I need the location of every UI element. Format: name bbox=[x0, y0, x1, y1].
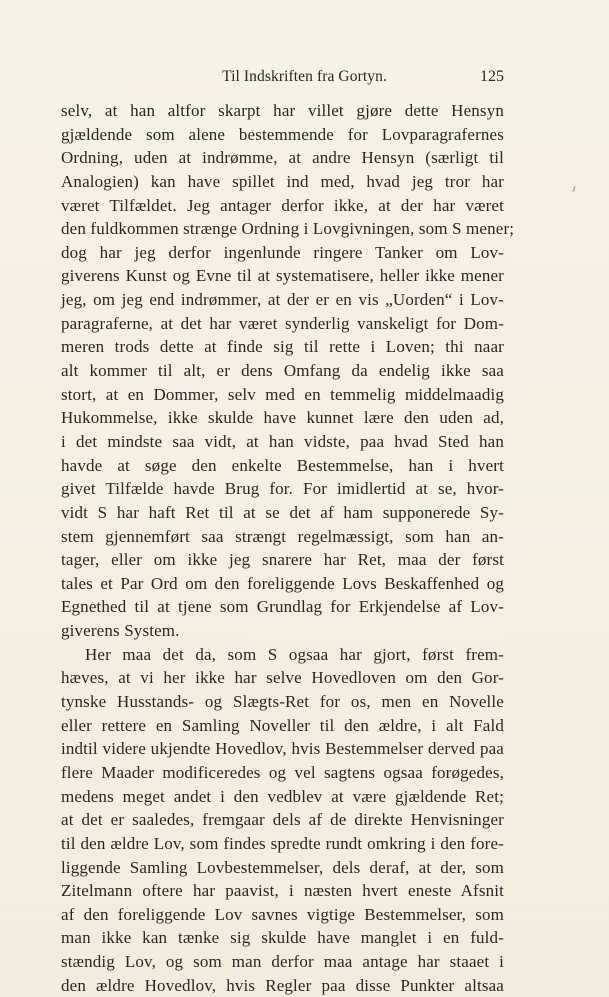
text-line: liggende Samling Lovbestemmelser, dels deraf, at der, som bbox=[61, 857, 504, 877]
paragraph-start-line: Her maa det da, som S ogsaa har gjort, først frem- bbox=[85, 644, 504, 664]
text-line: Zitelmann oftere har paavist, i næsten hvert eneste Afsnit bbox=[61, 881, 504, 901]
text-line: havde at søge den enkelte Bestemmelse, han i hvert bbox=[61, 455, 504, 475]
text-line: meren trods dette at finde sig til rette i Loven; thi naar bbox=[61, 337, 504, 357]
text-line: til den ældre Lov, som findes spredte rundt omkring i den fore- bbox=[61, 833, 504, 853]
running-header bbox=[0, 66, 609, 90]
text-line: Analogien) kan have spillet ind med, hvad jeg tror har bbox=[61, 171, 504, 191]
running-title: Til Indskriften fra Gortyn. bbox=[222, 68, 387, 85]
text-line: medens meget andet i den vedblev at være gjældende Ret; bbox=[61, 786, 504, 806]
text-line: man ikke kan tænke sig skulde have manglet i en fuld- bbox=[61, 928, 504, 948]
text-line: at det er saaledes, fremgaar dels af de direkte Henvisninger bbox=[61, 810, 504, 830]
text-line: stem gjennemført saa strængt regelmæssigt, som han an- bbox=[61, 526, 504, 546]
text-line: selv, at han altfor skarpt har villet gjøre dette Hensyn bbox=[61, 101, 504, 120]
body-text bbox=[61, 99, 515, 997]
text-line: tager, eller om ikke jeg snarere har Ret, maa der først bbox=[61, 550, 504, 570]
text-line: vidt S har haft Ret til at se det af ham supponerede Sy- bbox=[61, 502, 504, 522]
text-line: den fuldkommen strænge Ordning i Lovgivningen, som S mener; bbox=[61, 219, 515, 239]
text-line: indtil videre ukjendte Hovedlov, hvis Bestemmelser derved paa bbox=[61, 739, 504, 759]
text-line: stændig Lov, og som man derfor maa antage har staaet i bbox=[61, 952, 504, 972]
text-line: Ordning, uden at indrømme, at andre Hensyn (særligt til bbox=[61, 148, 504, 168]
paragraph-end-line: giverens System. bbox=[61, 621, 180, 641]
text-line: dog har jeg derfor ingenlunde ringere Tanker om Lov- bbox=[61, 242, 504, 262]
text-line: tynske Husstands- og Slægts-Ret for os, men en Novelle bbox=[61, 692, 504, 712]
text-line: paragraferne, at det har været synderlig vanskeligt for Dom- bbox=[61, 313, 504, 333]
text-line: giverens Kunst og Evne til at systematisere, heller ikke mener bbox=[61, 266, 504, 286]
text-line: tales et Par Ord om den foreliggende Lovs Beskaffenhed og bbox=[61, 573, 504, 593]
text-line: af den foreliggende Lov savnes vigtige Bestemmelser, som bbox=[61, 904, 504, 924]
text-line: jeg, om jeg end indrømmer, at der er en vis „Uorden“ i Lov- bbox=[61, 290, 504, 310]
page-number: 125 bbox=[480, 68, 504, 85]
text-line: hæves, at vi her ikke har selve Hovedloven om den Gor- bbox=[61, 668, 504, 688]
text-line: eller rettere en Samling Noveller til den ældre, i alt Fald bbox=[61, 715, 504, 735]
text-line: været Tilfældet. Jeg antager derfor ikke, at der har været bbox=[61, 195, 504, 215]
text-line: alt kommer til alt, er dens Omfang da endelig ikke saa bbox=[61, 361, 504, 381]
text-line: Hukommelse, ikke skulde have kunnet lære den uden ad, bbox=[61, 408, 504, 428]
text-line: i det mindste saa vidt, at han vidste, paa hvad Sted han bbox=[61, 431, 504, 451]
text-line: flere Maader modificeredes og vel sagtens ogsaa forøgedes, bbox=[61, 762, 504, 782]
text-line: den ældre Hovedlov, hvis Regler paa disse Punkter altsaa bbox=[61, 975, 504, 995]
text-line: givet Tilfælde havde Brug for. For imidlertid at se, hvor- bbox=[61, 479, 504, 499]
text-line: Egnethed til at tjene som Grundlag for Erkjendelse af Lov- bbox=[61, 597, 504, 617]
paper-speck bbox=[572, 186, 576, 192]
text-line: gjældende som alene bestemmende for Lovparagrafernes bbox=[61, 124, 504, 144]
text-line: stort, at en Dommer, selv med en temmelig middelmaadig bbox=[61, 384, 504, 404]
